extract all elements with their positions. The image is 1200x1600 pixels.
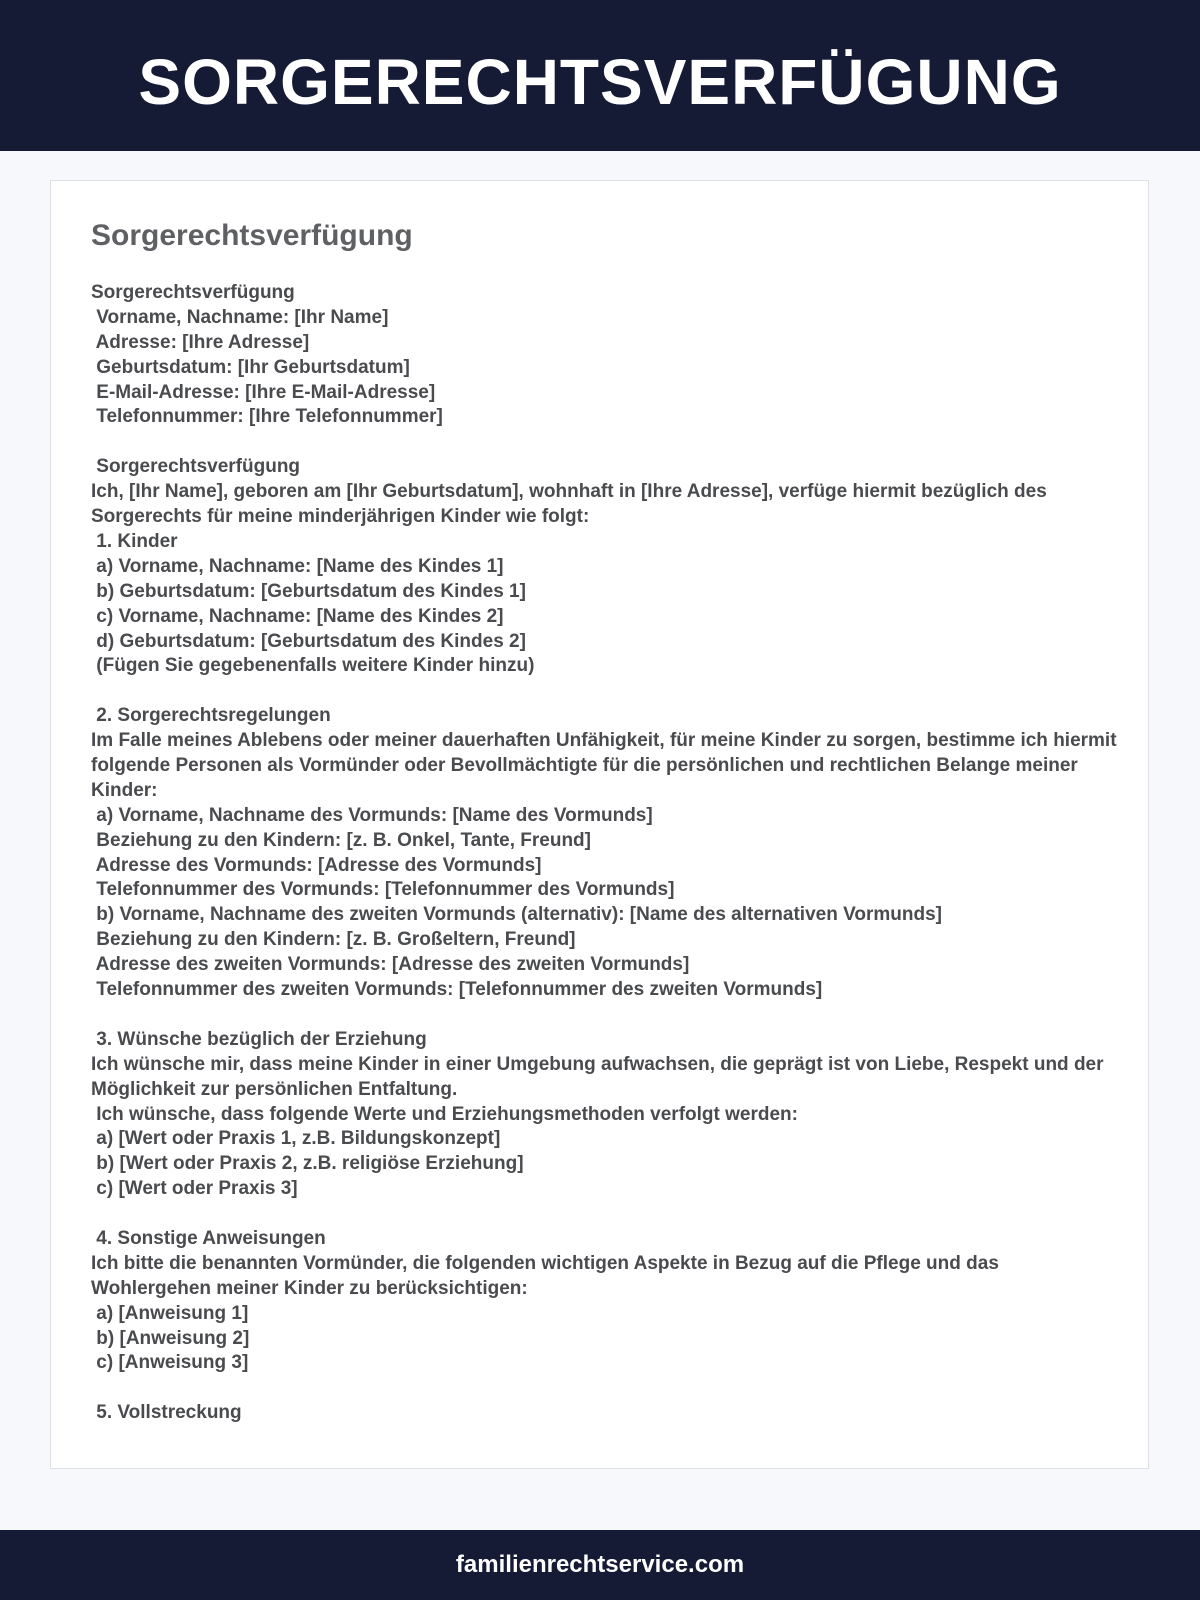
- guardian-1-phone-line: Telefonnummer des Vormunds: [Telefonnummer des Vormunds]: [91, 879, 675, 901]
- page-header: [0, 0, 1200, 151]
- declaration-heading: Sorgerechtsverfügung: [91, 456, 301, 478]
- section-3-heading: 3. Wünsche bezüglich der Erziehung: [91, 1028, 427, 1050]
- guardian-1-name-line: a) Vorname, Nachname des Vormunds: [Name des Vormunds]: [91, 804, 653, 826]
- intro-name-line: Vorname, Nachname: [Ihr Name]: [91, 306, 389, 328]
- spacer: [91, 430, 1121, 455]
- document-card: [50, 180, 1149, 1469]
- document-title: Sorgerechtsverfügung: [91, 219, 413, 252]
- section-3-paragraph: Ich wünsche mir, dass meine Kinder in einer Umgebung aufwachsen, die geprägt ist von Liebe, Respekt und der Möglichkeit zur persönlichen Entfaltung.: [91, 1053, 1104, 1100]
- section-3-values-intro: Ich wünsche, dass folgende Werte und Erziehungsmethoden verfolgt werden:: [91, 1103, 798, 1125]
- value-2-line: b) [Wert oder Praxis 2, z.B. religiöse Erziehung]: [91, 1153, 524, 1175]
- section-1-heading: 1. Kinder: [91, 530, 178, 552]
- add-children-note: (Fügen Sie gegebenenfalls weitere Kinder hinzu): [91, 655, 535, 677]
- instruction-3-line: c) [Anweisung 3]: [91, 1352, 249, 1374]
- guardian-2-address-line: Adresse des zweiten Vormunds: [Adresse des zweiten Vormunds]: [91, 954, 690, 976]
- guardian-2-relation-line: Beziehung zu den Kindern: [z. B. Großeltern, Freund]: [91, 929, 576, 951]
- guardian-1-address-line: Adresse des Vormunds: [Adresse des Vormunds]: [91, 854, 542, 876]
- spacer: [91, 679, 1121, 704]
- child-2-name-line: c) Vorname, Nachname: [Name des Kindes 2]: [91, 605, 504, 627]
- section-2-paragraph: Im Falle meines Ablebens oder meiner dauerhaften Unfähigkeit, für meine Kinder zu sorgen, bestimme ich hiermit folgende Personen als Vormünder oder Bevollmächtigte für die persönlichen und rechtlichen Belange meiner Kinder:: [91, 730, 1117, 801]
- intro-heading: Sorgerechtsverfügung: [91, 282, 295, 303]
- intro-email-line: E-Mail-Adresse: [Ihre E-Mail-Adresse]: [91, 381, 436, 403]
- child-1-name-line: a) Vorname, Nachname: [Name des Kindes 1]: [91, 555, 504, 577]
- section-5-heading: 5. Vollstreckung: [91, 1402, 242, 1424]
- declaration-paragraph: Ich, [Ihr Name], geboren am [Ihr Geburtsdatum], wohnhaft in [Ihre Adresse], verfüge hiermit bezüglich des Sorgerechts für meine minderjährigen Kinder wie folgt:: [91, 481, 1047, 528]
- spacer: [91, 1376, 1121, 1401]
- child-1-birthdate-line: b) Geburtsdatum: [Geburtsdatum des Kindes 1]: [91, 580, 526, 602]
- child-2-birthdate-line: d) Geburtsdatum: [Geburtsdatum des Kindes 2]: [91, 630, 526, 652]
- spacer: [91, 1202, 1121, 1227]
- guardian-2-phone-line: Telefonnummer des zweiten Vormunds: [Telefonnummer des zweiten Vormunds]: [91, 979, 823, 1001]
- page-footer: [0, 1530, 1200, 1600]
- value-3-line: c) [Wert oder Praxis 3]: [91, 1178, 298, 1200]
- guardian-2-name-line: b) Vorname, Nachname des zweiten Vormunds (alternativ): [Name des alternativen Vormunds]: [91, 904, 942, 926]
- spacer: [91, 1003, 1121, 1028]
- footer-website: familienrechtservice.com: [455, 1551, 745, 1578]
- instruction-2-line: b) [Anweisung 2]: [91, 1327, 250, 1349]
- section-4-paragraph: Ich bitte die benannten Vormünder, die folgenden wichtigen Aspekte in Bezug auf die Pflege und das Wohlergehen meiner Kinder zu berücksichtigen:: [91, 1252, 999, 1299]
- intro-address-line: Adresse: [Ihre Adresse]: [91, 331, 310, 353]
- value-1-line: a) [Wert oder Praxis 1, z.B. Bildungskonzept]: [91, 1128, 501, 1150]
- document-body: [91, 281, 1121, 1426]
- guardian-1-relation-line: Beziehung zu den Kindern: [z. B. Onkel, Tante, Freund]: [91, 829, 591, 851]
- instruction-1-line: a) [Anweisung 1]: [91, 1302, 249, 1324]
- intro-birthdate-line: Geburtsdatum: [Ihr Geburtsdatum]: [91, 356, 410, 378]
- header-title: SORGERECHTSVERFÜGUNG: [138, 45, 1062, 118]
- intro-phone-line: Telefonnummer: [Ihre Telefonnummer]: [91, 406, 443, 428]
- section-2-heading: 2. Sorgerechtsregelungen: [91, 705, 331, 727]
- section-4-heading: 4. Sonstige Anweisungen: [91, 1227, 326, 1249]
